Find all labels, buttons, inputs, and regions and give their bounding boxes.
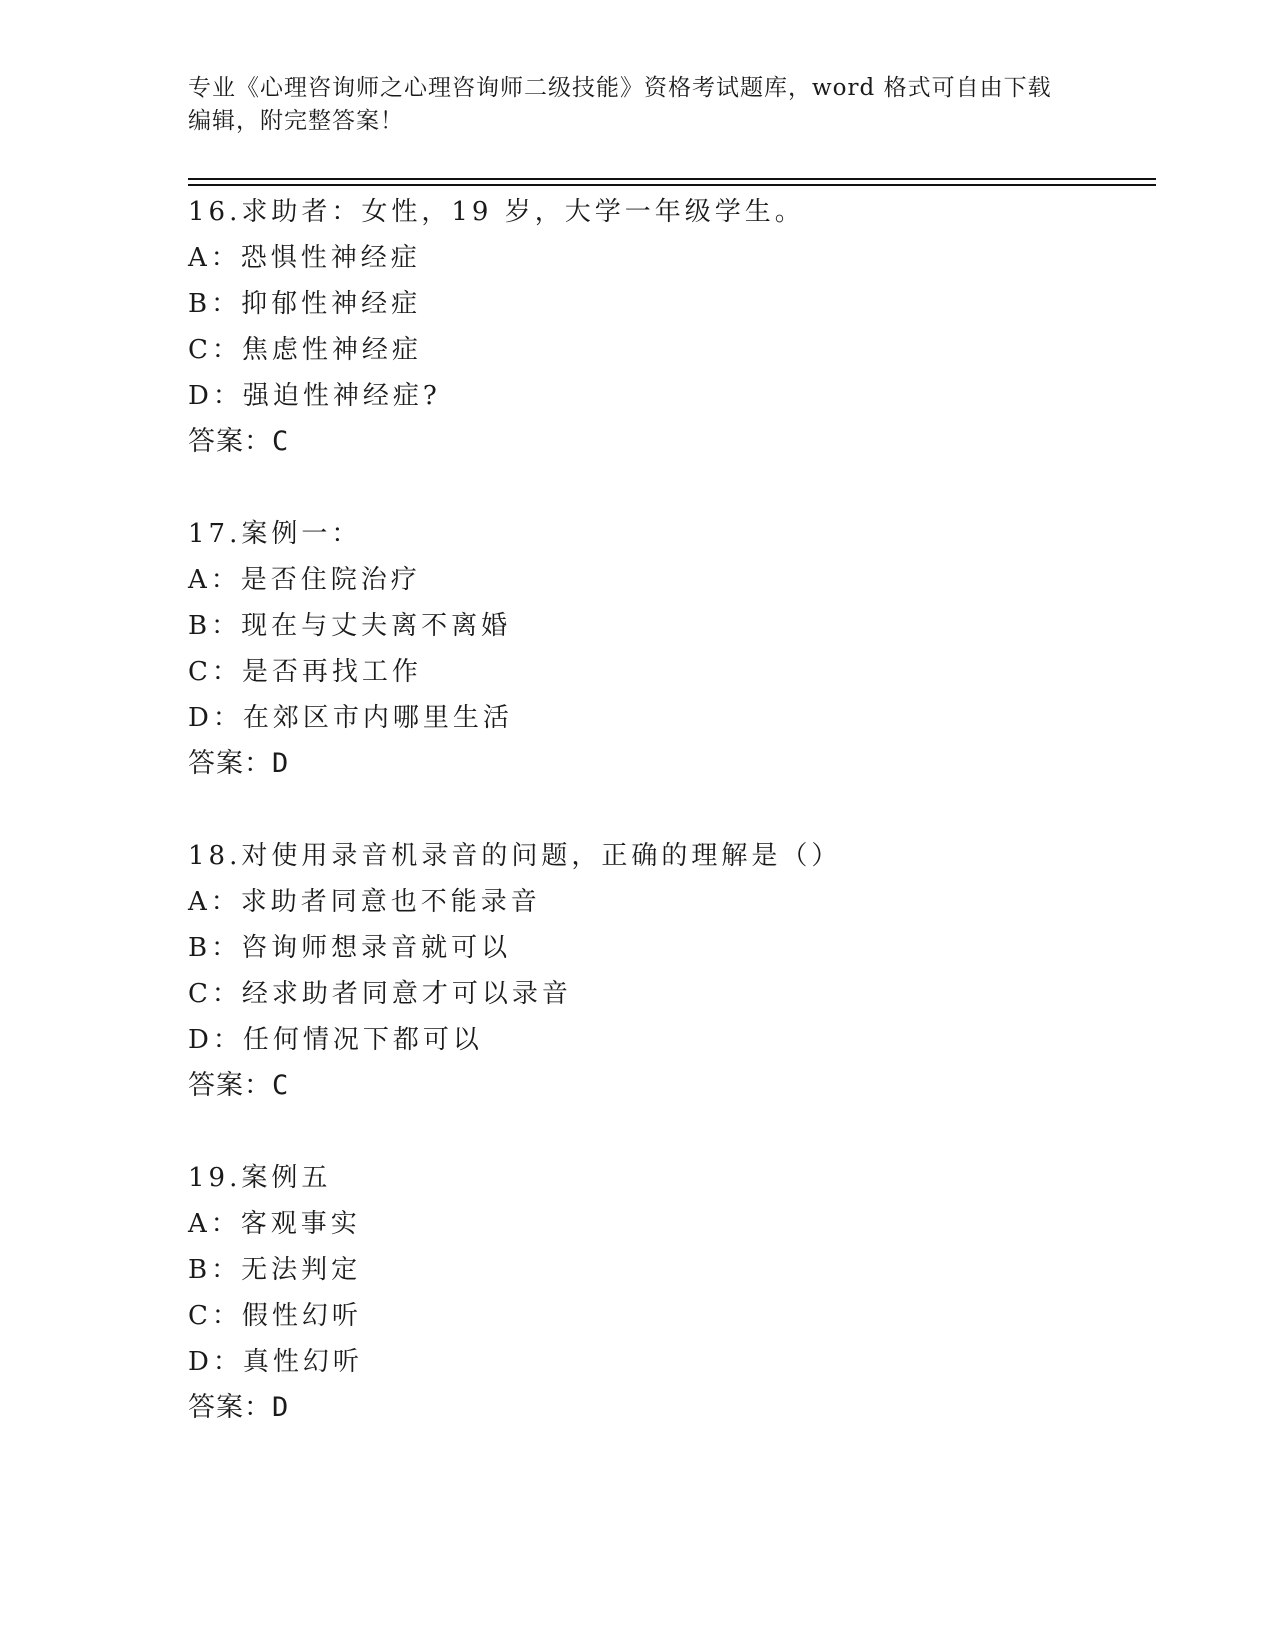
header-line-2: 编辑，附完整答案！ [188,108,404,134]
header-rule-top [188,178,1156,180]
option-c: C：焦虑性神经症 [188,335,422,365]
answer-line [188,741,1156,787]
question-stem: 19.案例五 [188,1163,332,1193]
option-c: C：经求助者同意才可以录音 [188,979,572,1009]
header-line-1: 专业《心理咨询师之心理咨询师二级技能》资格考试题库，word 格式可自由下载 [188,75,1052,101]
answer-label: 答案： [188,748,272,779]
answer-value: D [272,748,290,779]
option-c: C：假性幻听 [188,1301,362,1331]
question-stem: 18.对使用录音机录音的问题，正确的理解是（） [188,841,842,871]
option-b: B：抑郁性神经症 [188,289,422,319]
option-a: A：求助者同意也不能录音 [188,887,541,917]
answer-label: 答案： [188,1392,272,1423]
option-d: D：在郊区市内哪里生活 [188,703,513,733]
option-a: A：是否住院治疗 [188,565,421,595]
question-stem: 17.案例一： [188,519,362,549]
answer-value: D [272,1392,290,1423]
option-d: D：真性幻听 [188,1347,363,1377]
answer-value: C [272,1070,290,1101]
document-header [188,72,1088,138]
option-d: D：任何情况下都可以 [188,1025,483,1055]
option-c: C：是否再找工作 [188,657,422,687]
question-stem: 16.求助者：女性，19 岁，大学一年级学生。 [188,197,805,227]
answer-line [188,1385,1156,1431]
answer-label: 答案： [188,426,272,457]
option-a: A：客观事实 [188,1209,361,1239]
option-d: D：强迫性神经症? [188,381,441,411]
question-16 [188,189,1156,465]
header-rule-bottom [188,184,1156,186]
question-18 [188,833,1156,1109]
question-list [188,189,1156,1477]
answer-line [188,419,1156,465]
question-19 [188,1155,1156,1431]
option-a: A：恐惧性神经症 [188,243,421,273]
option-b: B：现在与丈夫离不离婚 [188,611,512,641]
answer-line [188,1063,1156,1109]
question-17 [188,511,1156,787]
option-b: B：咨询师想录音就可以 [188,933,512,963]
answer-label: 答案： [188,1070,272,1101]
answer-value: C [272,426,290,457]
option-b: B：无法判定 [188,1255,362,1285]
